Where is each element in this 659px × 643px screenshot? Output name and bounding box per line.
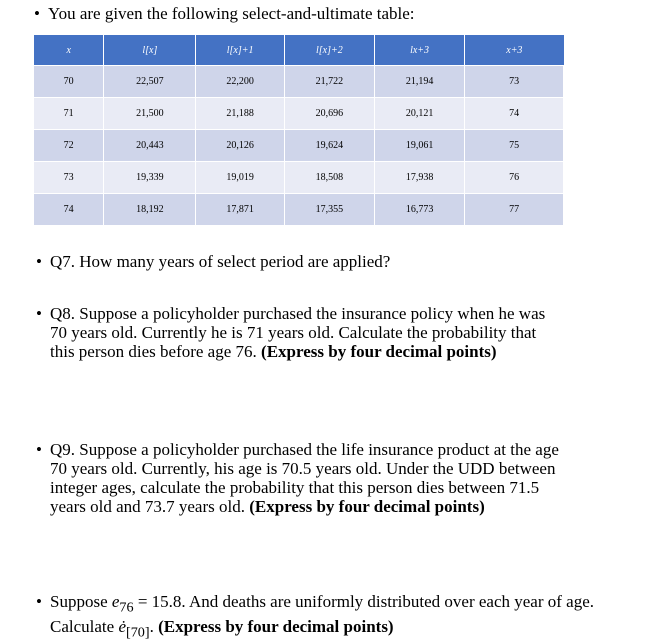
table-row (34, 194, 564, 226)
table-cell: 74 (465, 98, 564, 130)
table-cell: 72 (34, 130, 104, 162)
bullet-icon: • (36, 592, 42, 611)
bullet-icon: • (36, 252, 42, 271)
question-q8 (36, 304, 556, 361)
table-cell: 19,061 (374, 130, 464, 162)
table-cell: 19,019 (196, 162, 284, 194)
table-cell: 16,773 (374, 194, 464, 226)
table-cell: 71 (34, 98, 104, 130)
header-l-x1: l[x]+1 (196, 35, 284, 66)
table-cell: 21,194 (374, 66, 464, 98)
table-cell: 21,722 (284, 66, 374, 98)
q8-text: Q8. Suppose a policyholder purchased the insurance policy when he was 70 years old. Currently he is 71 years old. Calculate the probability that this person dies before age 76. (Express by four decimal points) (50, 304, 546, 361)
table-cell: 70 (34, 66, 104, 98)
q7-text: Q7. How many years of select period are applied? (50, 252, 391, 271)
table-row (34, 66, 564, 98)
question-q10 (36, 592, 596, 643)
bullet-icon: • (36, 440, 42, 459)
bullet-icon: • (36, 304, 42, 323)
table-cell: 77 (465, 194, 564, 226)
table-cell: 19,624 (284, 130, 374, 162)
intro-line (34, 4, 415, 24)
select-ultimate-table (34, 35, 564, 225)
q10-instruction: (Express by four decimal points) (158, 617, 394, 637)
table-cell: 18,508 (284, 162, 374, 194)
table-cell: 20,126 (196, 130, 284, 162)
q8-instruction: (Express by four decimal points) (261, 342, 497, 361)
table-cell: 17,938 (374, 162, 464, 194)
header-x3: x+3 (465, 35, 564, 66)
table-header-row (34, 35, 564, 66)
e-circ-symbol: ė (118, 617, 126, 637)
table-row (34, 130, 564, 162)
header-l-x: l[x] (104, 35, 196, 66)
question-q9 (36, 440, 576, 516)
table-cell: 20,696 (284, 98, 374, 130)
table-cell: 22,200 (196, 66, 284, 98)
table-cell: 17,871 (196, 194, 284, 226)
table-row (34, 98, 564, 130)
header-l-x3: lx+3 (374, 35, 464, 66)
table-cell: 20,121 (374, 98, 464, 130)
bullet-icon: • (34, 4, 40, 23)
table-cell: 18,192 (104, 194, 196, 226)
e-subscript: 76 (119, 599, 134, 616)
table-cell: 17,355 (284, 194, 374, 226)
table-cell: 75 (465, 130, 564, 162)
header-x: x (34, 35, 104, 66)
table-cell: 74 (34, 194, 104, 226)
table-cell: 73 (465, 66, 564, 98)
table-cell: 19,339 (104, 162, 196, 194)
header-l-x2: l[x]+2 (284, 35, 374, 66)
q9-text: Q9. Suppose a policyholder purchased the life insurance product at the age 70 years old. Currently, his age is 70.5 years old. Under the UDD between integer ages, calculate the probability that this person dies between 71.5 years old and 73.7 years old. (Express by four decimal points) (50, 440, 559, 516)
table-cell: 21,500 (104, 98, 196, 130)
table-cell: 20,443 (104, 130, 196, 162)
table-cell: 76 (465, 162, 564, 194)
table-cell: 73 (34, 162, 104, 194)
e-symbol: e (111, 592, 120, 611)
table-cell: 21,188 (196, 98, 284, 130)
table-cell: 22,507 (104, 66, 196, 98)
q10-text: Suppose $e_{76} = 15.8$. And deaths are uniformly distributed over each year of age. Calculate $ė_{[70]}$. (Express by four decimal points) (50, 592, 594, 641)
table-row (34, 162, 564, 194)
q9-instruction: (Express by four decimal points) (249, 497, 485, 516)
e-circ-subscript: [70] (126, 624, 150, 641)
intro-text: You are given the following select-and-ultimate table: (48, 4, 415, 23)
question-q7 (36, 252, 626, 271)
